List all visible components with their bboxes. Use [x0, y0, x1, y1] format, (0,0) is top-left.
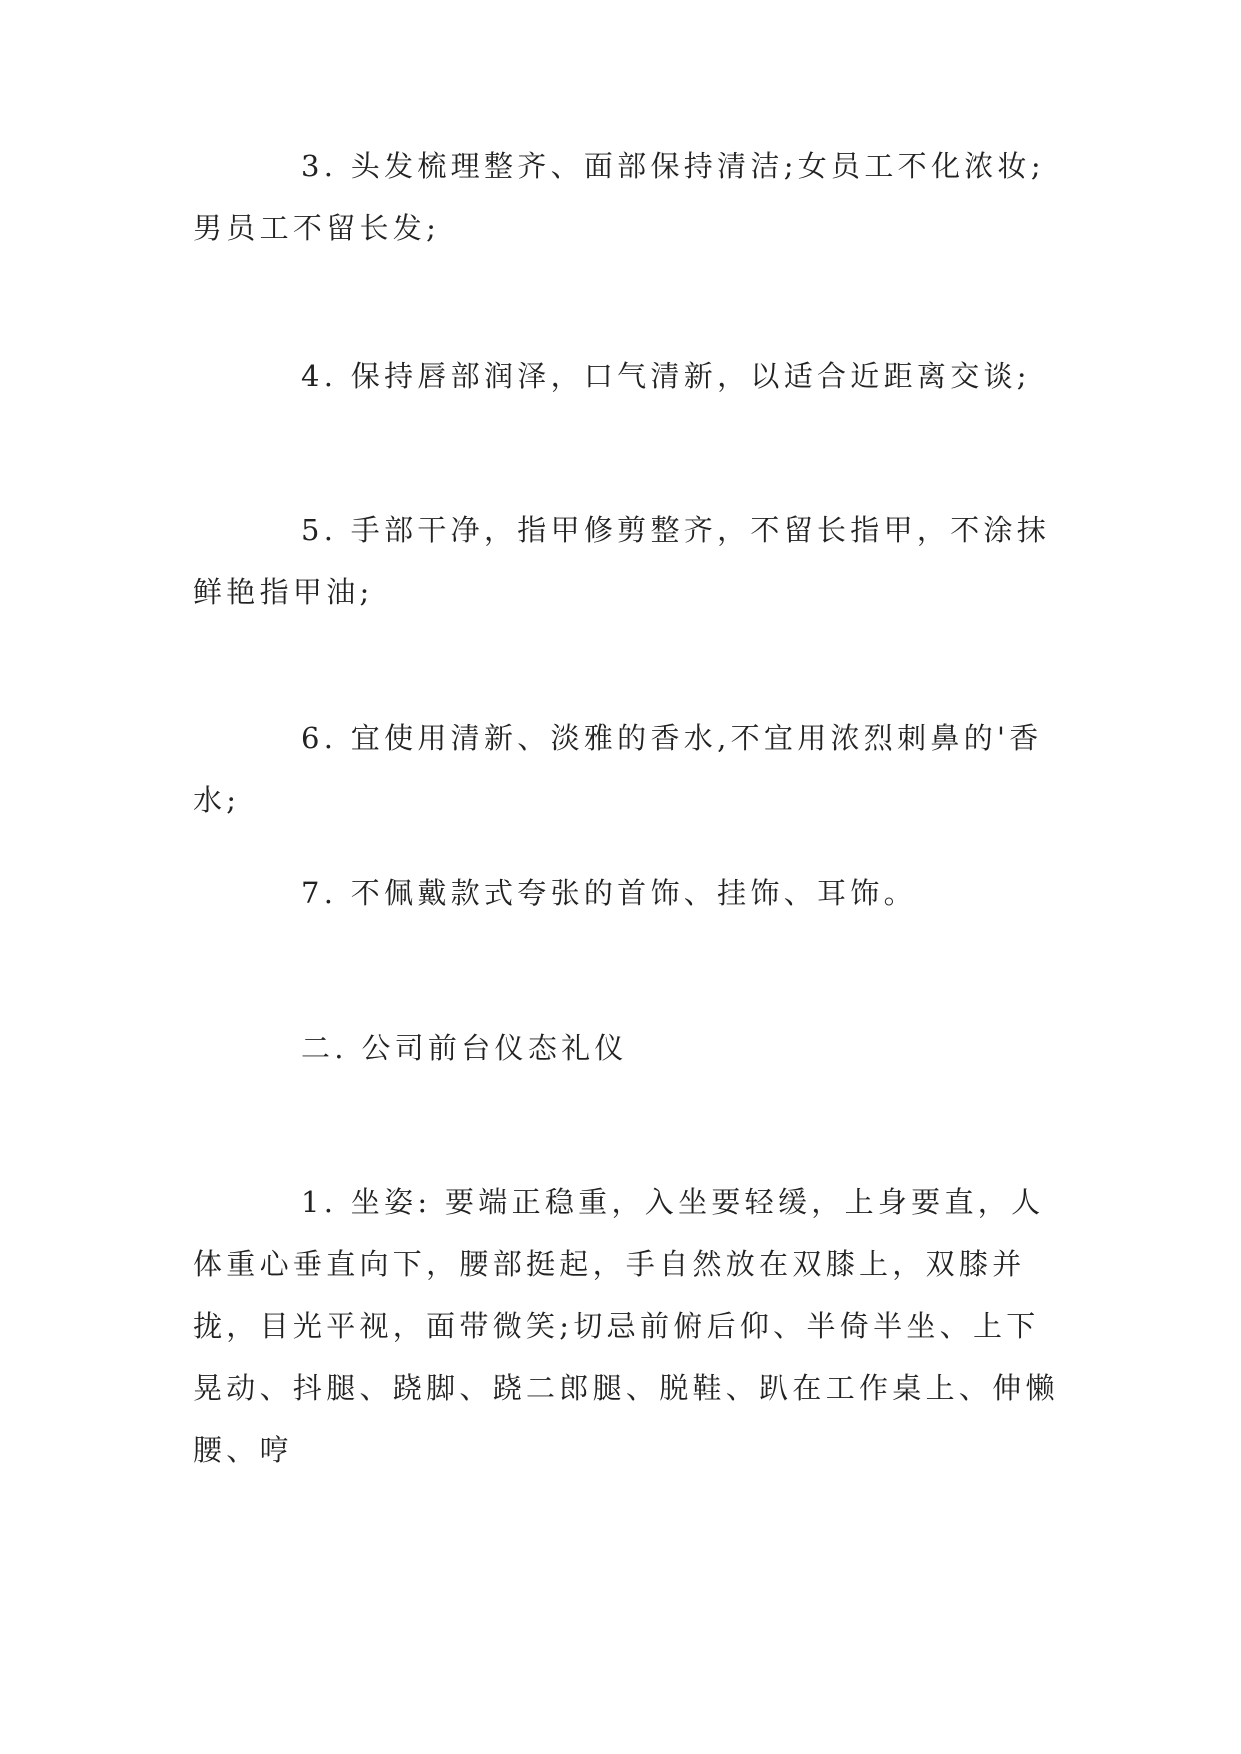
paragraph-item-3: 3. 头发梳理整齐、面部保持清洁;女员工不化浓妆;男员工不留长发;	[193, 149, 1045, 245]
paragraph-item-4: 4. 保持唇部润泽，口气清新，以适合近距离交谈;	[301, 359, 1031, 393]
paragraph-item-5: 5. 手部干净，指甲修剪整齐，不留长指甲，不涂抹鲜艳指甲油;	[193, 513, 1051, 609]
section-heading: 二. 公司前台仪态礼仪	[301, 1031, 628, 1065]
paragraph-item-6: 6. 宜使用清新、淡雅的香水,不宜用浓烈刺鼻的'香水;	[193, 721, 1043, 817]
paragraph-item-7: 7. 不佩戴款式夸张的首饰、挂饰、耳饰。	[301, 876, 917, 910]
paragraph-sitting-posture: 1. 坐姿: 要端正稳重，入坐要轻缓，上身要直，人体重心垂直向下，腰部挺起，手自然放在双膝上，双膝并拢，目光平视，面带微笑;切忌前俯后仰、半倚半坐、上下晃动、抖腿、跷脚、跷二郎腿、脱鞋、趴在工作桌上、伸懒腰、哼	[193, 1185, 1059, 1467]
